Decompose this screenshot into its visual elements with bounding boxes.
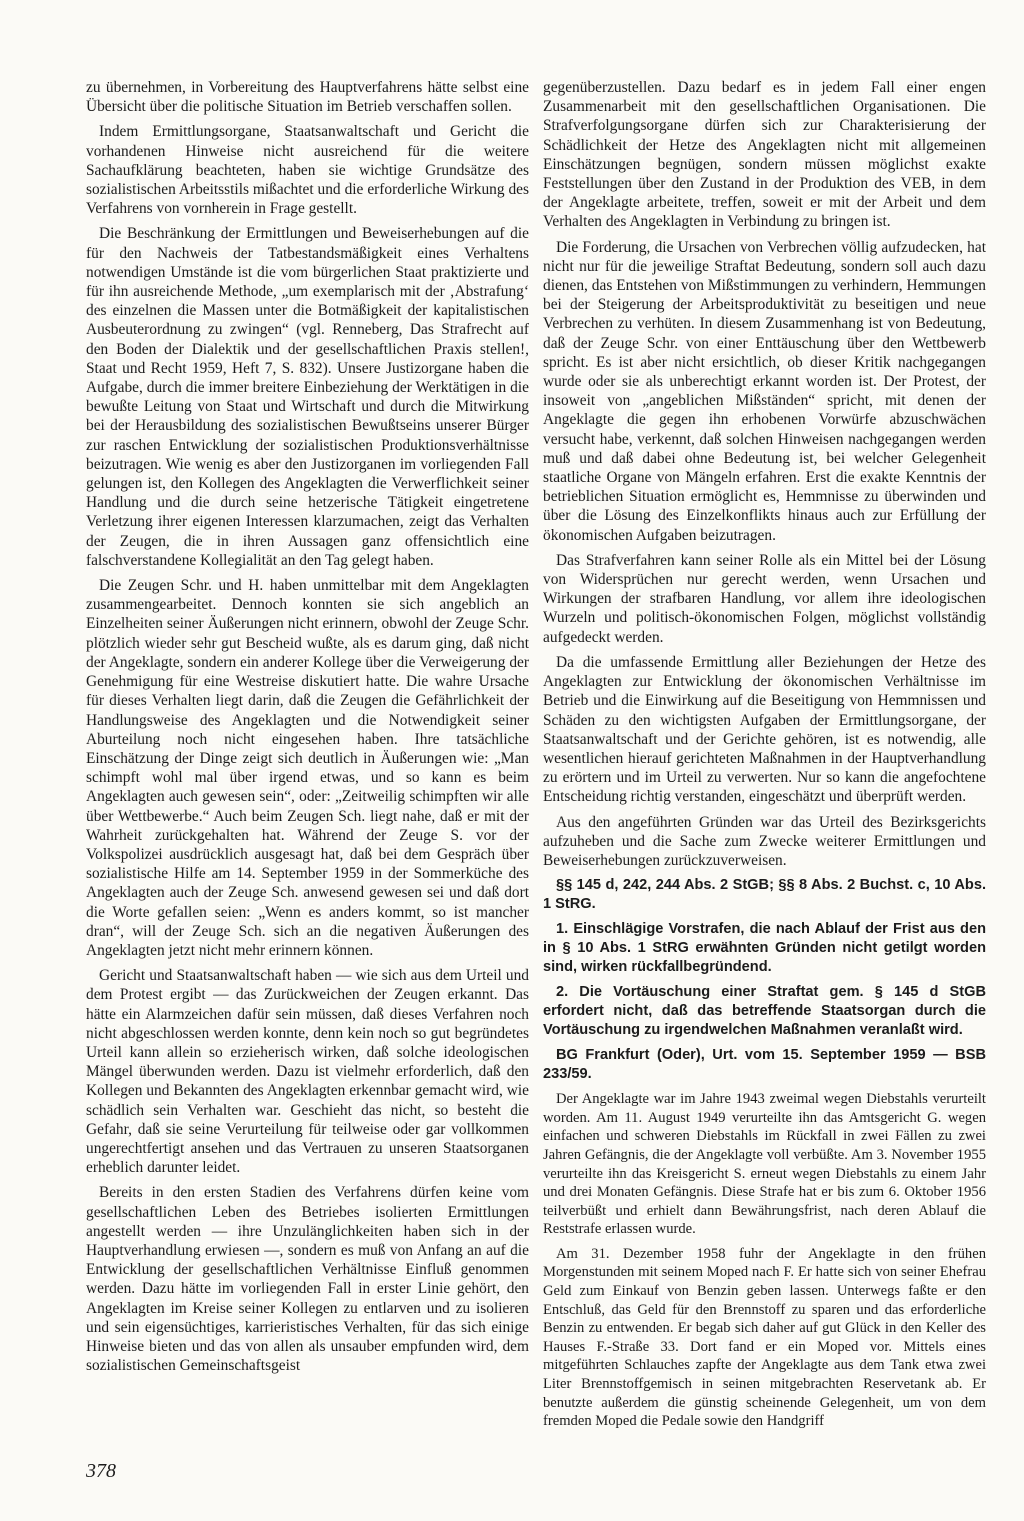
- paragraph: Das Strafverfahren kann seiner Rolle als ein Mittel bei der Lösung von Widersprüchen nur gerecht werden, wenn Ursachen und Wirkungen der strafbaren Handlung, vor allem ihre ideologischen Wurzeln und politisch-ökonomischen Folgen, möglichst vollständig aufgedeckt werden.: [543, 551, 986, 646]
- paragraph: Die Zeugen Schr. und H. haben unmittelbar mit dem Angeklagten zusammengearbeitet. Dennoch konnten sie sich angeblich an Einzelheiten seiner Äußerungen nicht erinnern, obwohl der Zeuge Schr. plötzlich wieder sehr gut Bescheid wußte, als es darum ging, daß nicht der Angeklagte, sondern ein anderer Kollege über die Verweigerung der Genehmigung für eine Westreise diskutiert hatte. Die wahre Ursache für dieses Verhalten liegt darin, daß die Zeugen die Gefährlichkeit der Handlungsweise des Angeklagten und die Notwendigkeit seiner Aburteilung noch nicht eingesehen haben. Ihre tatsächliche Einschätzung der Dinge zeigt sich deutlich in Äußerungen wie: „Man schimpft wohl mal über irgend etwas, und so kann es beim Angeklagten auch gewesen sein“, oder: „Zeitweilig schimpften wir alle über Wettbewerbe.“ Auch beim Zeugen Sch. liegt nahe, daß er mit der Wahrheit zurückgehalten hat. Während der Zeuge S. vor der Volkspolizei ausdrücklich ausgesagt hat, daß bei dem Gespräch über sozialistische Hilfe am 14. September 1959 in der Sommerküche des Angeklagten auch der Zeuge Sch. anwesend gewesen sei und daß dort die Worte gefallen seien: „Wenn es anders kommt, so ist mancher dran“, will der Zeuge Sch. sich an die negativen Äußerungen des Angeklagten jetzt nicht mehr erinnern können.: [86, 577, 529, 959]
- law-reference: §§ 145 d, 242, 244 Abs. 2 StGB; §§ 8 Abs. 2 Buchst. c, 10 Abs. 1 StRG.: [543, 877, 986, 913]
- paragraph: Am 31. Dezember 1958 fuhr der Angeklagte in den frühen Morgenstunden mit seinem Moped nach F. Er hatte sich von seiner Ehefrau Geld zum Einkauf von Benzin geben lassen. Unterwegs faßte er den Entschluß, das Geld für den Brennstoff zu sparen und das erforderliche Benzin zu entwenden. Er begab sich daher auf gut Glück in den Keller des Hauses F.-Straße 33. Dort fand er ein Moped vor. Mittels eines mitgeführten Schlauches zapfte der Angeklagte aus dem Tank etwa zwei Liter Brennstoffgemisch in seinen mitgebrachten Reservetank ab. Er benutzte außerdem die günstig scheinende Gelegenheit, um von dem fremden Moped die Pedale sowie den Handgriff: [543, 1245, 986, 1430]
- case-text: [543, 1090, 986, 1431]
- paragraph: Der Angeklagte war im Jahre 1943 zweimal wegen Diebstahls verurteilt worden. Am 11. August 1949 verurteilte ihn das Amtsgericht G. wegen einfachen und schweren Diebstahls im Rückfall in zwei Fällen zu zwei Jahren Gefängnis, die der Angeklagte voll verbüßte. Am 3. November 1955 verurteilte ihn das Kreisgericht S. erneut wegen Diebstahls zu einem Jahr und drei Monaten Gefängnis. Diese Strafe hat er bis zum 6. Oktober 1956 teilverbüßt und erhielt dann Bewährungsfrist, nach deren Ablauf die Reststrafe erlassen wurde.: [543, 1091, 986, 1238]
- right-column: [543, 78, 986, 1437]
- headnote-1: 1. Einschlägige Vorstrafen, die nach Ablauf der Frist aus den in § 10 Abs. 1 StRG erwähnten Gründen nicht getilgt worden sind, wirken rückfallbegründend.: [543, 921, 986, 976]
- paragraph: Die Beschränkung der Ermittlungen und Beweiserhebungen auf die für den Nachweis der Tatbestandsmäßigkeit eines Verhaltens notwendigen Umstände ist die vom bürgerlichen Staat praktizierte und für ihn ausreichende Methode, „um exemplarisch mit der ‚Abstrafung‘ des einzelnen die Massen unter die Botmäßigkeit der kapitalistischen Ausbeuterordnung zu zwingen“ (vgl. Renneberg, Das Strafrecht auf den Boden der Dialektik und der gesellschaftlichen Praxis stellen!, Staat und Recht 1959, Heft 7, S. 832). Unsere Justizorgane haben die Aufgabe, durch die immer breitere Einbeziehung der Werktätigen in die bewußte Leitung von Staat und Wirtschaft und durch die Mitwirkung bei der Herausbildung des sozialistischen Bewußtseins unserer Bürger zur raschen Entwicklung der sozialistischen Produktionsverhältnisse beizutragen. Wie wenig es aber den Justizorganen im vorliegenden Fall gelungen ist, den Kollegen des Angeklagten die Verwerflichkeit seiner Handlung und die durch seine hetzerische Tätigkeit eingetretene Verletzung ihrer eigenen Interessen klarzumachen, zeigt das Verhalten der Zeugen, die in ihren Aussagen ganz offensichtlich eine falschverstandene Kollegialität an den Tag gelegt haben.: [86, 225, 529, 569]
- paragraph: Aus den angeführten Gründen war das Urteil des Bezirksgerichts aufzuheben und die Sache zum Zwecke weiterer Ermittlungen und Beweiserhebungen zurückzuverweisen.: [543, 813, 986, 869]
- paragraph: Die Forderung, die Ursachen von Verbrechen völlig aufzudecken, hat nicht nur für die jeweilige Straftat Bedeutung, sondern soll auch dazu dienen, das Entstehen von Mißstimmungen zu verhindern, Hemmungen bei der Steigerung der Arbeitsproduktivität zu beseitigen und neue Verbrechen zu verhüten. In diesem Zusammenhang ist von Bedeutung, daß der Zeuge Schr. von einer Enttäuschung über den Wettbewerb spricht. Es ist aber nicht ersichtlich, ob dieser Kritik nachgegangen wurde oder sie als unberechtigt erkannt worden ist. Der Protest, der insoweit von „angeblichen Mißständen“ spricht, mit denen der Angeklagte die gegen ihn erhobenen Vorwürfe abzuschwächen versucht habe, verkennt, daß solchen Hinweisen nachgegangen werden muß und daß dabei ohne Bedeutung ist, bei welcher Gelegenheit staatliche Organe von Mängeln erfahren. Erst die exakte Kenntnis der betrieblichen Situation ermöglicht es, Hemmnisse zu überwinden und über die Lösung des Einzelkonflikts hinaus auch zur Erfüllung der ökonomischen Aufgaben beizutragen.: [543, 238, 986, 544]
- headnote-2: 2. Die Vortäuschung einer Straftat gem. § 145 d StGB erfordert nicht, daß das betreffende Staatsorgan durch die Vortäuschung zu irgendwelchen Maßnahmen veranlaßt wird.: [543, 984, 986, 1039]
- paragraph: Bereits in den ersten Stadien des Verfahrens dürfen keine vom gesellschaftlichen Leben des Betriebes isolierten Ermittlungen angestellt werden — ihre Unzulänglichkeiten haben sich in der Hauptverhandlung erwiesen —, sondern es muß von Anfang an auf die Entwicklung der gesellschaftlichen Verhältnisse Einfluß genommen werden. Dazu hätte im vorliegenden Fall in erster Linie gehört, den Angeklagten im Kreise seiner Kollegen zu entlarven und zu isolieren und sein eigensüchtiges, karrieristisches Verhalten, für das sich einige Hinweise bieten und das von allen als unsauber empfunden wird, dem sozialistischen Gemeinschaftsgeist: [86, 1184, 529, 1375]
- left-column: [86, 78, 529, 1381]
- paragraph: Gericht und Staatsanwaltschaft haben — wie sich aus dem Urteil und dem Protest ergibt — das Zurückweichen der Zeugen erkannt. Das hätte ein Alarmzeichen dafür sein müssen, daß dieses Verfahren noch nicht abgeschlossen werden konnte, denn kein noch so gut begründetes Urteil kann allein so erzieherisch wirken, daß solche ideologischen Mängel überwunden werden. Dazu ist vielmehr erforderlich, daß den Kollegen und Bekannten des Angeklagten erkennbar gemacht wird, wie schädlich sein Verhalten war. Geschieht das nicht, so besteht die Gefahr, daß sie seine Verurteilung für teilweise oder gar vollkommen ungerechtfertigt ansehen und das Vertrauen zu unseren Staatsorganen erheblich darunter leidet.: [86, 967, 529, 1177]
- paragraph: Da die umfassende Ermittlung aller Beziehungen der Hetze des Angeklagten zur Entwicklung der ökonomischen Verhältnisse im Betrieb und die Einwirkung auf die Beseitigung von Hemmnissen und Schäden zu den wichtigsten Aufgaben der Ermittlungsorgane, der Staatsanwaltschaft und der Gerichte gehören, ist es notwendig, alle wesentlichen hierauf gerichteten Maßnahmen in der Hauptverhandlung zu erörtern und im Urteil zu verwerten. Nur so kann die angefochtene Entscheidung richtig verstanden, eingeschätzt und überprüft werden.: [543, 653, 986, 806]
- page-number: 378: [86, 1460, 116, 1482]
- paragraph: gegenüberzustellen. Dazu bedarf es in jedem Fall einer engen Zusammenarbeit mit den gesellschaftlichen Organisationen. Die Strafverfolgungsorgane dürfen sich zur Charakterisierung der Schädlichkeit der Hetze des Angeklagten nicht mit allgemeinen Einschätzungen begnügen, sondern müssen möglichst exakte Feststellungen über den Zustand in der Produktion des VEB, in dem der Angeklagte arbeitete, treffen, soweit er mit der Arbeit und dem Verhalten des Angeklagten in Verbindung zu bringen ist.: [543, 79, 986, 231]
- paragraph: Indem Ermittlungsorgane, Staatsanwaltschaft und Gericht die vorhandenen Hinweise nicht ausreichend für die weitere Sachaufklärung beachteten, haben sie wichtige Grundsätze des sozialistischen Arbeitsstils mißachtet und die erforderliche Wirkung des Verfahrens von vornherein in Frage gestellt.: [86, 123, 529, 218]
- court-decision-line: BG Frankfurt (Oder), Urt. vom 15. September 1959 — BSB 233/59.: [543, 1047, 986, 1083]
- paragraph: zu übernehmen, in Vorbereitung des Hauptverfahrens hätte selbst eine Übersicht über die politische Situation im Betrieb verschaffen sollen.: [86, 79, 529, 116]
